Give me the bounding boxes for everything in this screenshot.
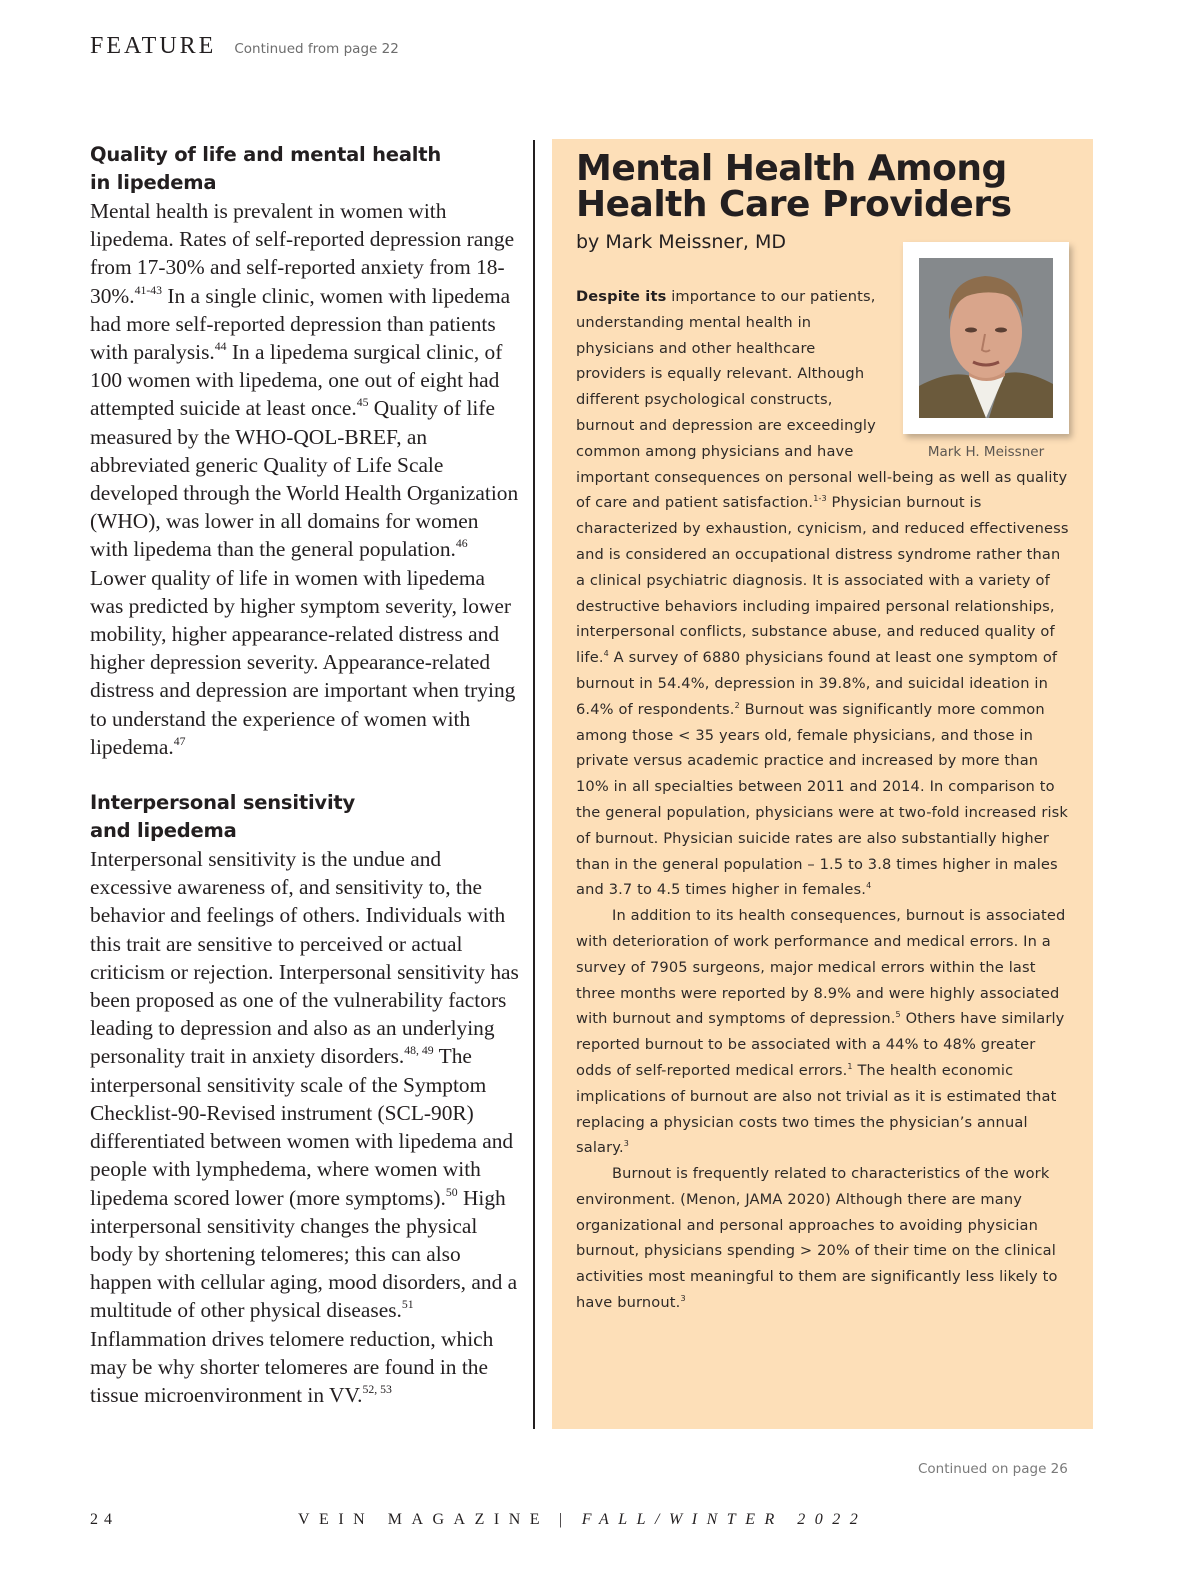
paragraph-interpersonal-sensitivity: Interpersonal sensitivity is the undue and excessive awareness of, and sensitivity to, the behavior and feelings of others. Individuals with this trait are sensitive to perceived or actual criticism or rejection. Interpersonal sensitivity has been proposed as one of the vulnerability factors leading to depression and also as an underlying personality trait in anxiety disorders.$^{48, 49}$ The interpersonal sensitivity scale of the Symptom Checklist-90-Revised instrument (SCL-90R) differentiated between women with lipedema and people with lymphedema, where women with lipedema scored lower (more symptoms).$^{50}$ High interpersonal sensitivity changes the physical body by shortening telomeres; this can also happen with cellular aging, mood disorders, and a multitude of other physical diseases.$^{51}$ Inflammation drives telomere reduction, which may be why shorter telomeres are found in the tissue microenvironment in VV.$^{52, 53}$ bbox=[90, 847, 519, 1407]
sidebar-paragraph-3: Burnout is frequently related to characteristics of the work environment. (Menon, JAMA 2020) Although there are many organizational and personal approaches to avoiding physician burnout, physicians spending > 20% of their time on the clinical activities most meaningful to them are significantly less likely to have burnout.$^3$ bbox=[576, 1165, 1058, 1312]
heading-line: and lipedema bbox=[90, 819, 237, 843]
sidebar-paragraph-1: Despite its importance to our patients, understanding mental health in physicians and other healthcare providers is equally relevant. Although different psychological constructs, burnout and depression are exceedingly common among physicians and have important consequences on personal well-being as well as quality of care and patient satisfaction.$^{1-3}$ Physician burnout is characterized by exhaustion, cynicism, and reduced effectiveness and is considered an occupational distress syndrome rather than a clinical psychiatric diagnosis. It is associated with a variety of destructive behaviors including impaired personal relationships, interpersonal conflicts, substance abuse, and reduced quality of life.$^4$ A survey of 6880 physicians found at least one symptom of burnout in 54.4%, depression in 39.8%, and suicidal ideation in 6.4% of respondents.$^2$ Burnout was significantly more common among those < 35 years old, female physicians, and those in private versus academic practice and increased by more than 10% in all specialties between 2011 and 2014. In comparison to the general population, physicians were at two-fold increased risk of burnout. Physician suicide rates are also substantially higher than in the general population – 1.5 to 3.8 times higher in males and 3.7 to 4.5 times higher in females.$^4$ bbox=[576, 288, 1069, 899]
citation-superscript: 1 bbox=[847, 1061, 853, 1071]
sidebar-header bbox=[576, 148, 1076, 255]
sidebar-body bbox=[576, 284, 1073, 1316]
citation-superscript: 1-3 bbox=[813, 494, 827, 504]
author-photo-block bbox=[903, 242, 1083, 460]
section-heading-quality-of-life bbox=[90, 141, 520, 197]
citation-superscript: 47 bbox=[173, 735, 186, 749]
continued-on-note: Continued on page 26 bbox=[918, 1461, 1068, 1477]
magazine-footer bbox=[298, 1511, 867, 1529]
citation-superscript: 52, 53 bbox=[362, 1383, 392, 1397]
citation-superscript: 46 bbox=[455, 537, 468, 551]
portrait-photo-icon bbox=[919, 258, 1053, 418]
citation-superscript: 4 bbox=[603, 649, 609, 659]
citation-superscript: 5 bbox=[895, 1010, 901, 1020]
photo-frame bbox=[903, 242, 1069, 434]
heading-line: Quality of life and mental health bbox=[90, 143, 442, 166]
citation-superscript: 3 bbox=[680, 1294, 686, 1304]
citation-superscript: 50 bbox=[445, 1185, 458, 1199]
citation-superscript: 45 bbox=[356, 396, 369, 410]
section-heading-interpersonal-sensitivity bbox=[90, 789, 520, 845]
footer-separator: | bbox=[559, 1511, 572, 1528]
citation-superscript: 48, 49 bbox=[404, 1044, 434, 1058]
citation-superscript: 2 bbox=[734, 700, 740, 710]
title-line: Mental Health Among bbox=[576, 148, 1007, 189]
citation-superscript: 51 bbox=[401, 1298, 414, 1312]
citation-superscript: 41-43 bbox=[134, 283, 163, 297]
sidebar-title bbox=[576, 148, 1076, 225]
page-number: 24 bbox=[90, 1511, 118, 1528]
heading-line: in lipedema bbox=[90, 171, 217, 194]
citation-superscript: 3 bbox=[623, 1139, 630, 1149]
issue-label: FALL/WINTER 2022 bbox=[581, 1511, 868, 1528]
citation-superscript: 4 bbox=[866, 881, 872, 891]
lead-in-bold: Despite its bbox=[576, 288, 667, 305]
continued-from-note: Continued from page 22 bbox=[234, 41, 399, 57]
main-article-column bbox=[90, 141, 520, 1409]
paragraph-quality-of-life: Mental health is prevalent in women with lipedema. Rates of self-reported depression range from 17-30% and self-reported anxiety from 18-30%.$^{41-43}$ In a single clinic, women with lipedema had more self-reported depression than patients with paralysis.$^{44}$ In a lipedema surgical clinic, of 100 women with lipedema, one out of eight had attempted suicide at least once.$^{45}$ Quality of life measured by the WHO-QOL-BREF, an abbreviated generic Quality of Life Scale developed through the World Health Organization (WHO), was lower in all domains for women with lipedema than the general population.$^{46}$ Lower quality of life in women with lipedema was predicted by higher symptom severity, lower mobility, higher appearance-related distress and higher depression severity. Appearance-related distress and depression are important when trying to understand the experience of women with lipedema.$^{47}$ bbox=[90, 199, 519, 759]
byline: by Mark Meissner, MD bbox=[576, 231, 787, 253]
citation-superscript: 44 bbox=[214, 340, 227, 354]
section-label: FEATURE bbox=[90, 33, 217, 59]
title-line: Health Care Providers bbox=[576, 184, 1012, 225]
photo-caption: Mark H. Meissner bbox=[927, 444, 1045, 460]
running-head bbox=[90, 33, 399, 60]
heading-line: Interpersonal sensitivity bbox=[90, 791, 356, 815]
column-divider bbox=[533, 140, 535, 1429]
spacer bbox=[90, 761, 520, 789]
sidebar-paragraph-2: In addition to its health consequences, burnout is associated with deterioration of work performance and medical errors. In a survey of 7905 surgeons, major medical errors within the last three months were reported by 8.9% and were highly associated with burnout and symptoms of depression.$^5$ Others have similarly reported burnout to be associated with a 44% to 48% greater odds of self-reported medical errors.$^1$ The health economic implications of burnout are also not trivial as it is estimated that replacing a physician costs two times the physician’s annual salary.$^3$ bbox=[576, 907, 1066, 1157]
magazine-name: VEIN MAGAZINE bbox=[298, 1511, 550, 1528]
sidebar-box bbox=[552, 139, 1093, 1429]
